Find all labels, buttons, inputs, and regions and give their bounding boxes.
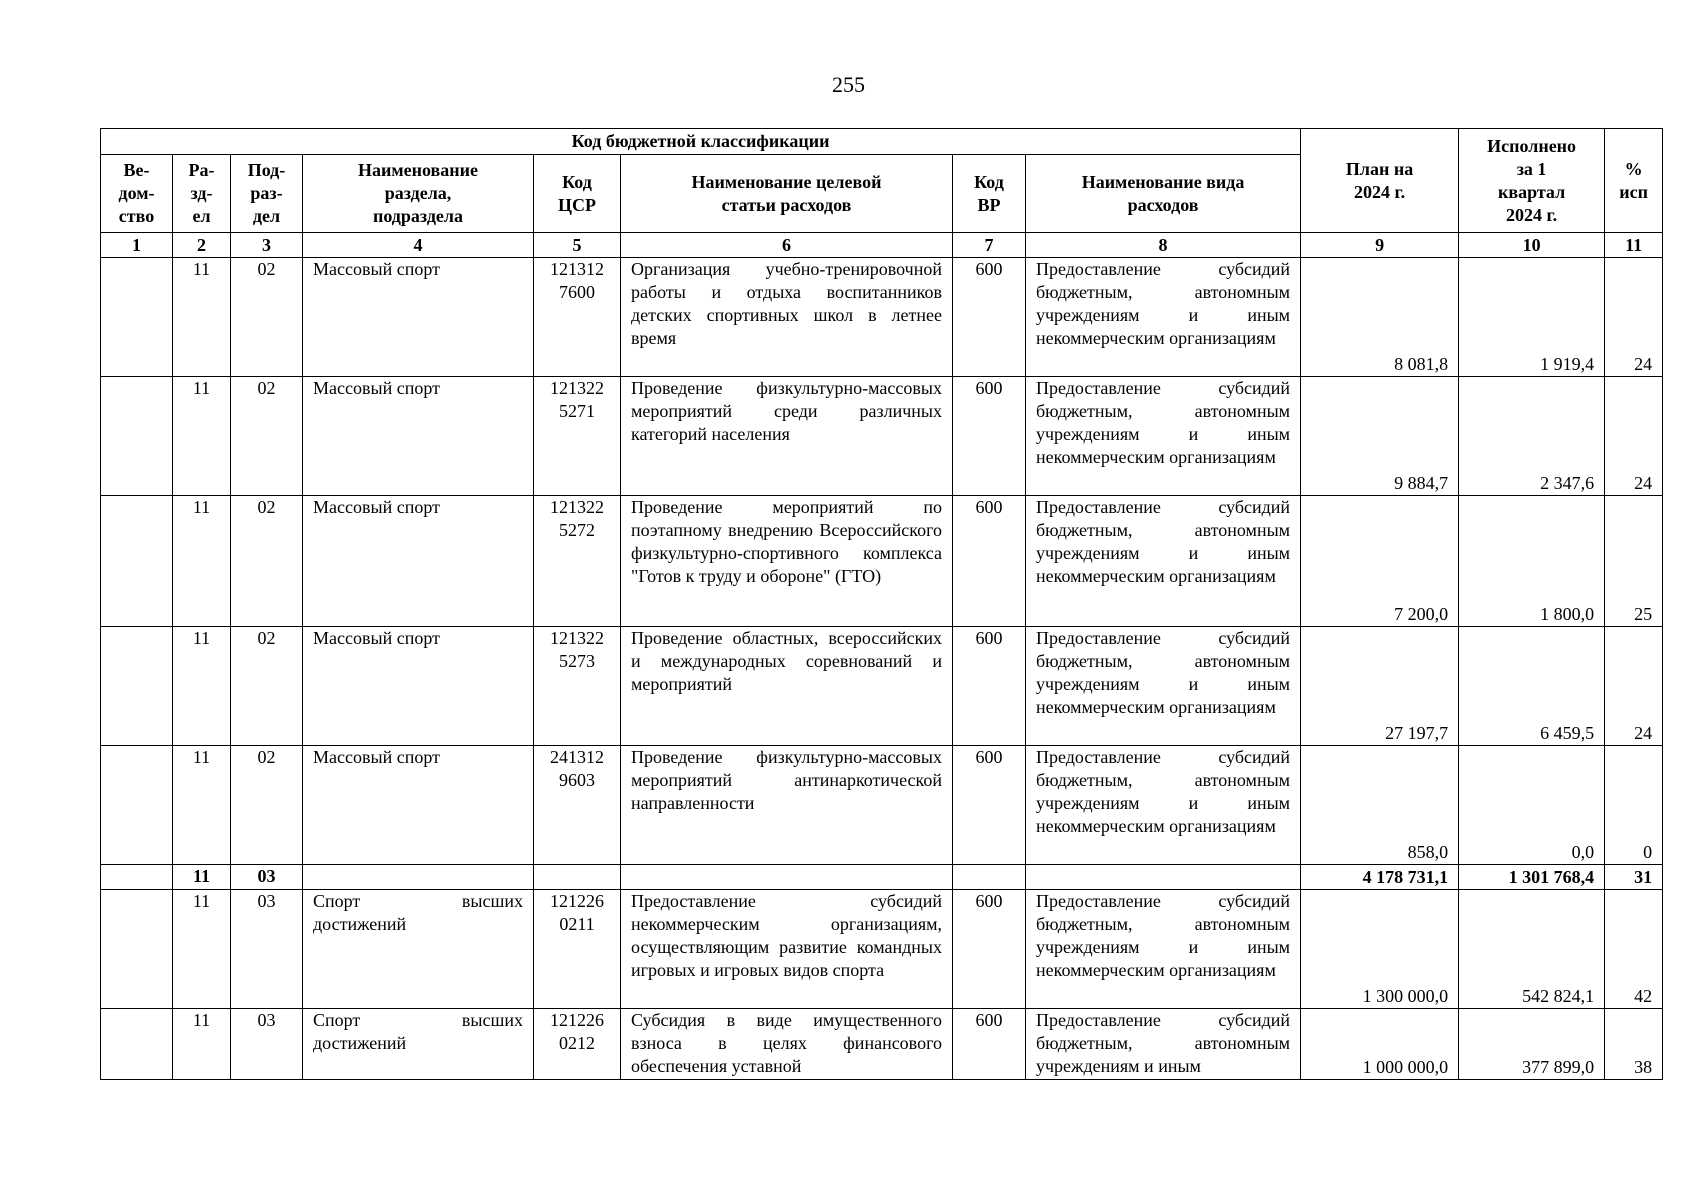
column-number: 3 — [231, 233, 303, 258]
header-percent: % исп — [1605, 129, 1663, 233]
cell-podrazdel: 02 — [231, 627, 303, 746]
column-number: 1 — [101, 233, 173, 258]
cell-razdel-name — [303, 865, 534, 890]
cell-percent: 25 — [1605, 496, 1663, 627]
cell-vedomstvo — [101, 890, 173, 1009]
cell-target-name: Предоставление субсидий некоммерческим организациям, осуществляющим развитие командных игровых и игровых видов спорта — [621, 890, 953, 1009]
cell-plan: 4 178 731,1 — [1301, 865, 1459, 890]
cell-plan: 1 300 000,0 — [1301, 890, 1459, 1009]
cell-razdel-name: Массовый спорт — [303, 746, 534, 865]
table-row — [101, 1009, 1663, 1080]
header-executed: Исполнено за 1 квартал 2024 г. — [1459, 129, 1605, 233]
cell-razdel-name: Массовый спорт — [303, 377, 534, 496]
cell-target-name: Проведение физкультурно-массовых мероприятий среди различных категорий населения — [621, 377, 953, 496]
cell-podrazdel: 02 — [231, 496, 303, 627]
cell-podrazdel: 02 — [231, 258, 303, 377]
cell-executed: 1 919,4 — [1459, 258, 1605, 377]
cell-percent: 31 — [1605, 865, 1663, 890]
cell-expense-name — [1026, 865, 1301, 890]
cell-executed: 1 800,0 — [1459, 496, 1605, 627]
cell-razdel: 11 — [173, 890, 231, 1009]
group-header-budget-code: Код бюджетной классификации — [101, 129, 1301, 155]
column-number: 2 — [173, 233, 231, 258]
cell-expense-name: Предоставление субсидий бюджетным, автономным учреждениям и иным некоммерческим организациям — [1026, 627, 1301, 746]
table-row — [101, 258, 1663, 377]
cell-vedomstvo — [101, 496, 173, 627]
cell-plan: 858,0 — [1301, 746, 1459, 865]
table-row — [101, 377, 1663, 496]
cell-plan: 27 197,7 — [1301, 627, 1459, 746]
cell-kod-csr: 121226 0211 — [534, 890, 621, 1009]
table-row — [101, 890, 1663, 1009]
cell-razdel: 11 — [173, 258, 231, 377]
cell-kod-csr: 121322 5271 — [534, 377, 621, 496]
cell-percent: 38 — [1605, 1009, 1663, 1080]
cell-vedomstvo — [101, 377, 173, 496]
cell-podrazdel: 02 — [231, 746, 303, 865]
cell-percent: 24 — [1605, 377, 1663, 496]
cell-percent: 0 — [1605, 746, 1663, 865]
cell-kod-csr — [534, 865, 621, 890]
cell-podrazdel: 03 — [231, 1009, 303, 1080]
cell-executed: 0,0 — [1459, 746, 1605, 865]
header-plan: План на 2024 г. — [1301, 129, 1459, 233]
cell-kod-csr: 121226 0212 — [534, 1009, 621, 1080]
cell-target-name: Проведение физкультурно-массовых мероприятий антинаркотической направленности — [621, 746, 953, 865]
cell-expense-name: Предоставление субсидий бюджетным, автономным учреждениям и иным некоммерческим организациям — [1026, 496, 1301, 627]
cell-target-name: Проведение мероприятий по поэтапному внедрению Всероссийского физкультурно-спортивного комплекса "Готов к труду и обороне" (ГТО) — [621, 496, 953, 627]
header-podrazdel: Под- раз- дел — [231, 155, 303, 233]
cell-kod-csr: 121322 5273 — [534, 627, 621, 746]
cell-executed: 6 459,5 — [1459, 627, 1605, 746]
cell-plan: 1 000 000,0 — [1301, 1009, 1459, 1080]
cell-plan: 7 200,0 — [1301, 496, 1459, 627]
budget-table — [100, 128, 1663, 1080]
cell-executed: 377 899,0 — [1459, 1009, 1605, 1080]
header-razdel: Ра- зд- ел — [173, 155, 231, 233]
cell-razdel: 11 — [173, 496, 231, 627]
column-number: 11 — [1605, 233, 1663, 258]
cell-kod-vr: 600 — [953, 496, 1026, 627]
cell-target-name — [621, 865, 953, 890]
cell-kod-vr: 600 — [953, 627, 1026, 746]
cell-kod-csr: 121322 5272 — [534, 496, 621, 627]
cell-podrazdel: 03 — [231, 890, 303, 1009]
column-number: 7 — [953, 233, 1026, 258]
cell-percent: 42 — [1605, 890, 1663, 1009]
column-number: 6 — [621, 233, 953, 258]
cell-kod-csr: 241312 9603 — [534, 746, 621, 865]
cell-podrazdel: 03 — [231, 865, 303, 890]
cell-vedomstvo — [101, 865, 173, 890]
cell-executed: 2 347,6 — [1459, 377, 1605, 496]
cell-kod-csr: 121312 7600 — [534, 258, 621, 377]
header-razdel-name: Наименование раздела, подраздела — [303, 155, 534, 233]
cell-razdel: 11 — [173, 1009, 231, 1080]
cell-kod-vr: 600 — [953, 377, 1026, 496]
header-expense-name: Наименование вида расходов — [1026, 155, 1301, 233]
column-number: 10 — [1459, 233, 1605, 258]
cell-podrazdel: 02 — [231, 377, 303, 496]
cell-target-name: Субсидия в виде имущественного взноса в целях финансового обеспечения уставной — [621, 1009, 953, 1080]
cell-plan: 9 884,7 — [1301, 377, 1459, 496]
page-number: 255 — [832, 72, 865, 97]
cell-razdel-name: Спорт высших достижений — [303, 1009, 534, 1080]
cell-razdel: 11 — [173, 627, 231, 746]
cell-razdel: 11 — [173, 746, 231, 865]
cell-razdel-name: Спорт высших достижений — [303, 890, 534, 1009]
cell-executed: 542 824,1 — [1459, 890, 1605, 1009]
cell-razdel-name: Массовый спорт — [303, 258, 534, 377]
cell-kod-vr: 600 — [953, 746, 1026, 865]
header-kod-csr: Код ЦСР — [534, 155, 621, 233]
table-row — [101, 746, 1663, 865]
table-row — [101, 496, 1663, 627]
cell-expense-name: Предоставление субсидий бюджетным, автономным учреждениям и иным некоммерческим организациям — [1026, 377, 1301, 496]
cell-kod-vr: 600 — [953, 258, 1026, 377]
cell-percent: 24 — [1605, 258, 1663, 377]
cell-kod-vr: 600 — [953, 1009, 1026, 1080]
cell-percent: 24 — [1605, 627, 1663, 746]
cell-expense-name: Предоставление субсидий бюджетным, автономным учреждениям и иным некоммерческим организациям — [1026, 890, 1301, 1009]
column-number-row — [101, 233, 1663, 258]
header-target-name: Наименование целевой статьи расходов — [621, 155, 953, 233]
cell-razdel-name: Массовый спорт — [303, 627, 534, 746]
cell-expense-name: Предоставление субсидий бюджетным, автономным учреждениям и иным некоммерческим организациям — [1026, 258, 1301, 377]
cell-expense-name: Предоставление субсидий бюджетным, автономным учреждениям и иным некоммерческим организациям — [1026, 746, 1301, 865]
header-kod-vr: Код ВР — [953, 155, 1026, 233]
cell-executed: 1 301 768,4 — [1459, 865, 1605, 890]
cell-razdel: 11 — [173, 865, 231, 890]
cell-target-name: Проведение областных, всероссийских и международных соревнований и мероприятий — [621, 627, 953, 746]
cell-target-name: Организация учебно-тренировочной работы и отдыха воспитанников детских спортивных школ в летнее время — [621, 258, 953, 377]
subtotal-row — [101, 865, 1663, 890]
cell-kod-vr — [953, 865, 1026, 890]
cell-vedomstvo — [101, 627, 173, 746]
cell-plan: 8 081,8 — [1301, 258, 1459, 377]
cell-razdel-name: Массовый спорт — [303, 496, 534, 627]
header-vedomstvo: Ве- дом- ство — [101, 155, 173, 233]
group-header-row — [101, 129, 1663, 155]
cell-expense-name: Предоставление субсидий бюджетным, автономным учреждениям и иным — [1026, 1009, 1301, 1080]
column-number: 9 — [1301, 233, 1459, 258]
cell-vedomstvo — [101, 258, 173, 377]
cell-vedomstvo — [101, 746, 173, 865]
cell-vedomstvo — [101, 1009, 173, 1080]
cell-razdel: 11 — [173, 377, 231, 496]
column-number: 8 — [1026, 233, 1301, 258]
table-row — [101, 627, 1663, 746]
column-number: 5 — [534, 233, 621, 258]
column-number: 4 — [303, 233, 534, 258]
cell-kod-vr: 600 — [953, 890, 1026, 1009]
